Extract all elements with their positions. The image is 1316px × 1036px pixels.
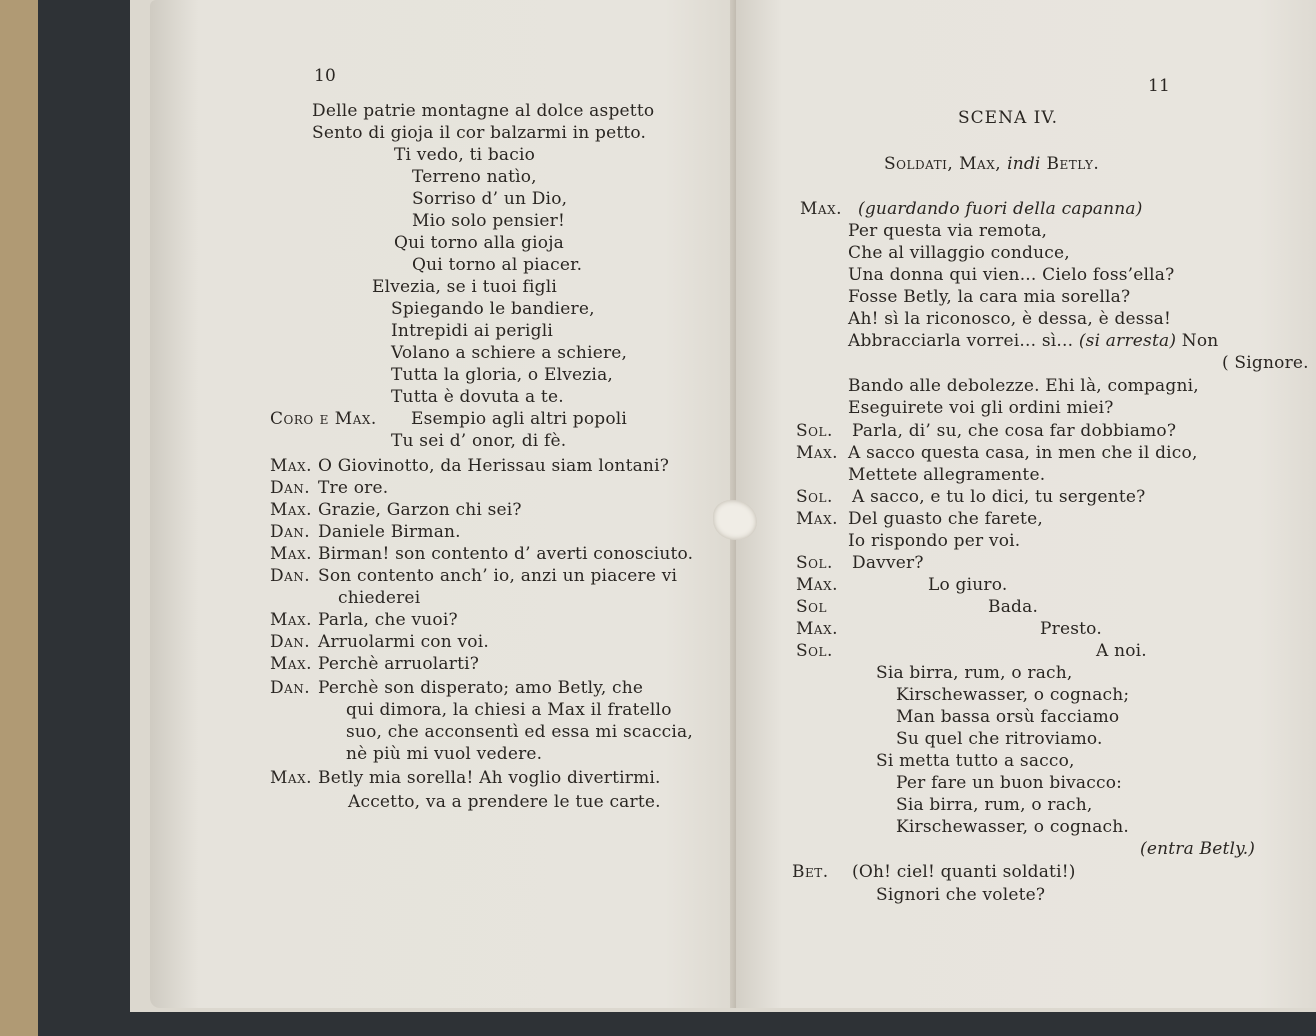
page-number: 10: [314, 66, 337, 86]
paper-tear: [713, 500, 757, 540]
verse-line: Per questa via remota,: [848, 221, 1048, 241]
speaker-label: Coro e Max.: [270, 409, 377, 429]
verse-line: Che al villaggio conduce,: [848, 243, 1070, 263]
verse-line: Kirschewasser, o cognach;: [896, 685, 1130, 705]
verse-line: Kirschewasser, o cognach.: [896, 817, 1130, 837]
speaker-label: Dan.: [270, 566, 311, 586]
dialogue-line: Perchè son disperato; amo Betly, che: [318, 678, 644, 698]
character-connector: indi: [1007, 154, 1041, 174]
dialogue-line: Signori che volete?: [876, 885, 1046, 905]
stage-direction: (guardando fuori della capanna): [858, 199, 1143, 219]
character-list: [884, 154, 1099, 174]
speaker-label: Sol.: [796, 487, 833, 507]
verse-line: Una donna qui vien... Cielo foss’ella?: [848, 265, 1175, 285]
dialogue-line: Parla, che vuoi?: [318, 610, 458, 630]
character-names: Soldati, Max,: [884, 154, 1008, 174]
verse-line: Ah! sì la riconosco, è dessa, è dessa!: [848, 309, 1172, 329]
verse-line: Sia birra, rum, o rach,: [876, 663, 1073, 683]
right-page: [736, 0, 1316, 1008]
verse-line: [848, 331, 1218, 351]
speaker-label: Sol.: [796, 421, 833, 441]
verse-line: Su quel che ritroviamo.: [896, 729, 1103, 749]
dialogue-line: Del guasto che farete,: [848, 509, 1043, 529]
verse-line: Eseguirete voi gli ordini miei?: [848, 398, 1114, 418]
scanner-edge-left: [0, 0, 38, 1036]
dialogue-line: Lo giuro.: [928, 575, 1008, 595]
dialogue-line: Perchè arruolarti?: [318, 654, 480, 674]
dialogue-line: Mettete allegramente.: [848, 465, 1046, 485]
stage-direction: (si arresta): [1078, 331, 1177, 351]
dialogue-line: Grazie, Garzon chi sei?: [318, 500, 522, 520]
dialogue-line: Betly mia sorella! Ah voglio divertirmi.: [318, 768, 661, 788]
left-page: [150, 0, 756, 1008]
dialogue-line: nè più mi vuol vedere.: [346, 744, 543, 764]
speaker-label: Max.: [796, 575, 839, 595]
speaker-label: Max.: [270, 610, 313, 630]
verse-line: Sento di gioja il cor balzarmi in petto.: [312, 123, 647, 143]
dialogue-line: A sacco questa casa, in men che il dico,: [848, 443, 1198, 463]
verse-line: Per fare un buon bivacco:: [896, 773, 1123, 793]
dialogue-line: Presto.: [1040, 619, 1102, 639]
dialogue-line: qui dimora, la chiesi a Max il fratello: [346, 700, 672, 720]
speaker-label: Max.: [796, 443, 839, 463]
speaker-label: Sol.: [796, 553, 833, 573]
dialogue-line: Davver?: [852, 553, 924, 573]
speaker-label: Max.: [796, 509, 839, 529]
speaker-label: Sol.: [796, 641, 833, 661]
stage-direction: (entra Betly.): [1140, 839, 1256, 859]
verse-line: Si metta tutto a sacco,: [876, 751, 1075, 771]
verse-line: Sorriso d’ un Dio,: [412, 189, 568, 209]
dialogue-line: A sacco, e tu lo dici, tu sergente?: [852, 487, 1146, 507]
verse-line: ( Signore.: [1222, 353, 1309, 373]
verse-line: Volano a schiere a schiere,: [391, 343, 628, 363]
speaker-label: Max.: [800, 199, 843, 219]
speaker-label: Dan.: [270, 522, 311, 542]
page-number: 11: [1148, 76, 1171, 96]
verse-line: Sia birra, rum, o rach,: [896, 795, 1093, 815]
dialogue-line: suo, che acconsentì ed essa mi scaccia,: [346, 722, 693, 742]
verse-line: Qui torno al piacer.: [412, 255, 583, 275]
dialogue-line: Arruolarmi con voi.: [318, 632, 489, 652]
dialogue-line: Io rispondo per voi.: [848, 531, 1021, 551]
dialogue-line: Accetto, va a prendere le tue carte.: [348, 792, 661, 812]
verse-line: Bando alle debolezze. Ehi là, compagni,: [848, 376, 1199, 396]
verse-line: Intrepidi ai perigli: [391, 321, 553, 341]
dialogue-line: Birman! son contento d’ averti conosciuto.: [318, 544, 694, 564]
speaker-label: Sol: [796, 597, 827, 617]
verse-line: Spiegando le bandiere,: [391, 299, 595, 319]
verse-line: Tutta è dovuta a te.: [391, 387, 564, 407]
speaker-label: Dan.: [270, 632, 311, 652]
dialogue-line: Bada.: [988, 597, 1039, 617]
dialogue-line: Son contento anch’ io, anzi un piacere vi: [318, 566, 678, 586]
verse-line: Ti vedo, ti bacio: [394, 145, 536, 165]
dialogue-line: O Giovinotto, da Herissau siam lontani?: [318, 456, 670, 476]
verse-line: Mio solo pensier!: [412, 211, 565, 231]
dialogue-line: Daniele Birman.: [318, 522, 461, 542]
dialogue-line: chiederei: [338, 588, 421, 608]
dialogue-line: Tre ore.: [318, 478, 389, 498]
speaker-label: Max.: [796, 619, 839, 639]
speaker-label: Bet.: [792, 862, 829, 882]
open-book: [130, 0, 1316, 1012]
dialogue-line: Parla, di’ su, che cosa far dobbiamo?: [852, 421, 1177, 441]
verse-line: Esempio agli altri popoli: [411, 409, 628, 429]
speaker-label: Max.: [270, 654, 313, 674]
speaker-label: Max.: [270, 456, 313, 476]
verse-line: Fosse Betly, la cara mia sorella?: [848, 287, 1131, 307]
verse-line: Qui torno alla gioja: [394, 233, 565, 253]
speaker-label: Max.: [270, 500, 313, 520]
speaker-label: Max.: [270, 768, 313, 788]
speaker-label: Dan.: [270, 478, 311, 498]
dialogue-line: (Oh! ciel! quanti soldati!): [852, 862, 1076, 882]
verse-line: Tutta la gloria, o Elvezia,: [391, 365, 614, 385]
verse-line: Delle patrie montagne al dolce aspetto: [312, 101, 655, 121]
dialogue-line: A noi.: [1096, 641, 1147, 661]
verse-line: Terreno natìo,: [412, 167, 537, 187]
scene-title: SCENA IV.: [958, 108, 1059, 128]
verse-line: Elvezia, se i tuoi figli: [372, 277, 558, 297]
verse-text: Non: [1176, 331, 1219, 351]
verse-line: Tu sei d’ onor, di fè.: [391, 431, 567, 451]
speaker-label: Dan.: [270, 678, 311, 698]
verse-text: Abbracciarla vorrei... sì...: [848, 331, 1079, 351]
character-names: Betly.: [1040, 154, 1100, 174]
speaker-label: Max.: [270, 544, 313, 564]
verse-line: Man bassa orsù facciamo: [896, 707, 1120, 727]
